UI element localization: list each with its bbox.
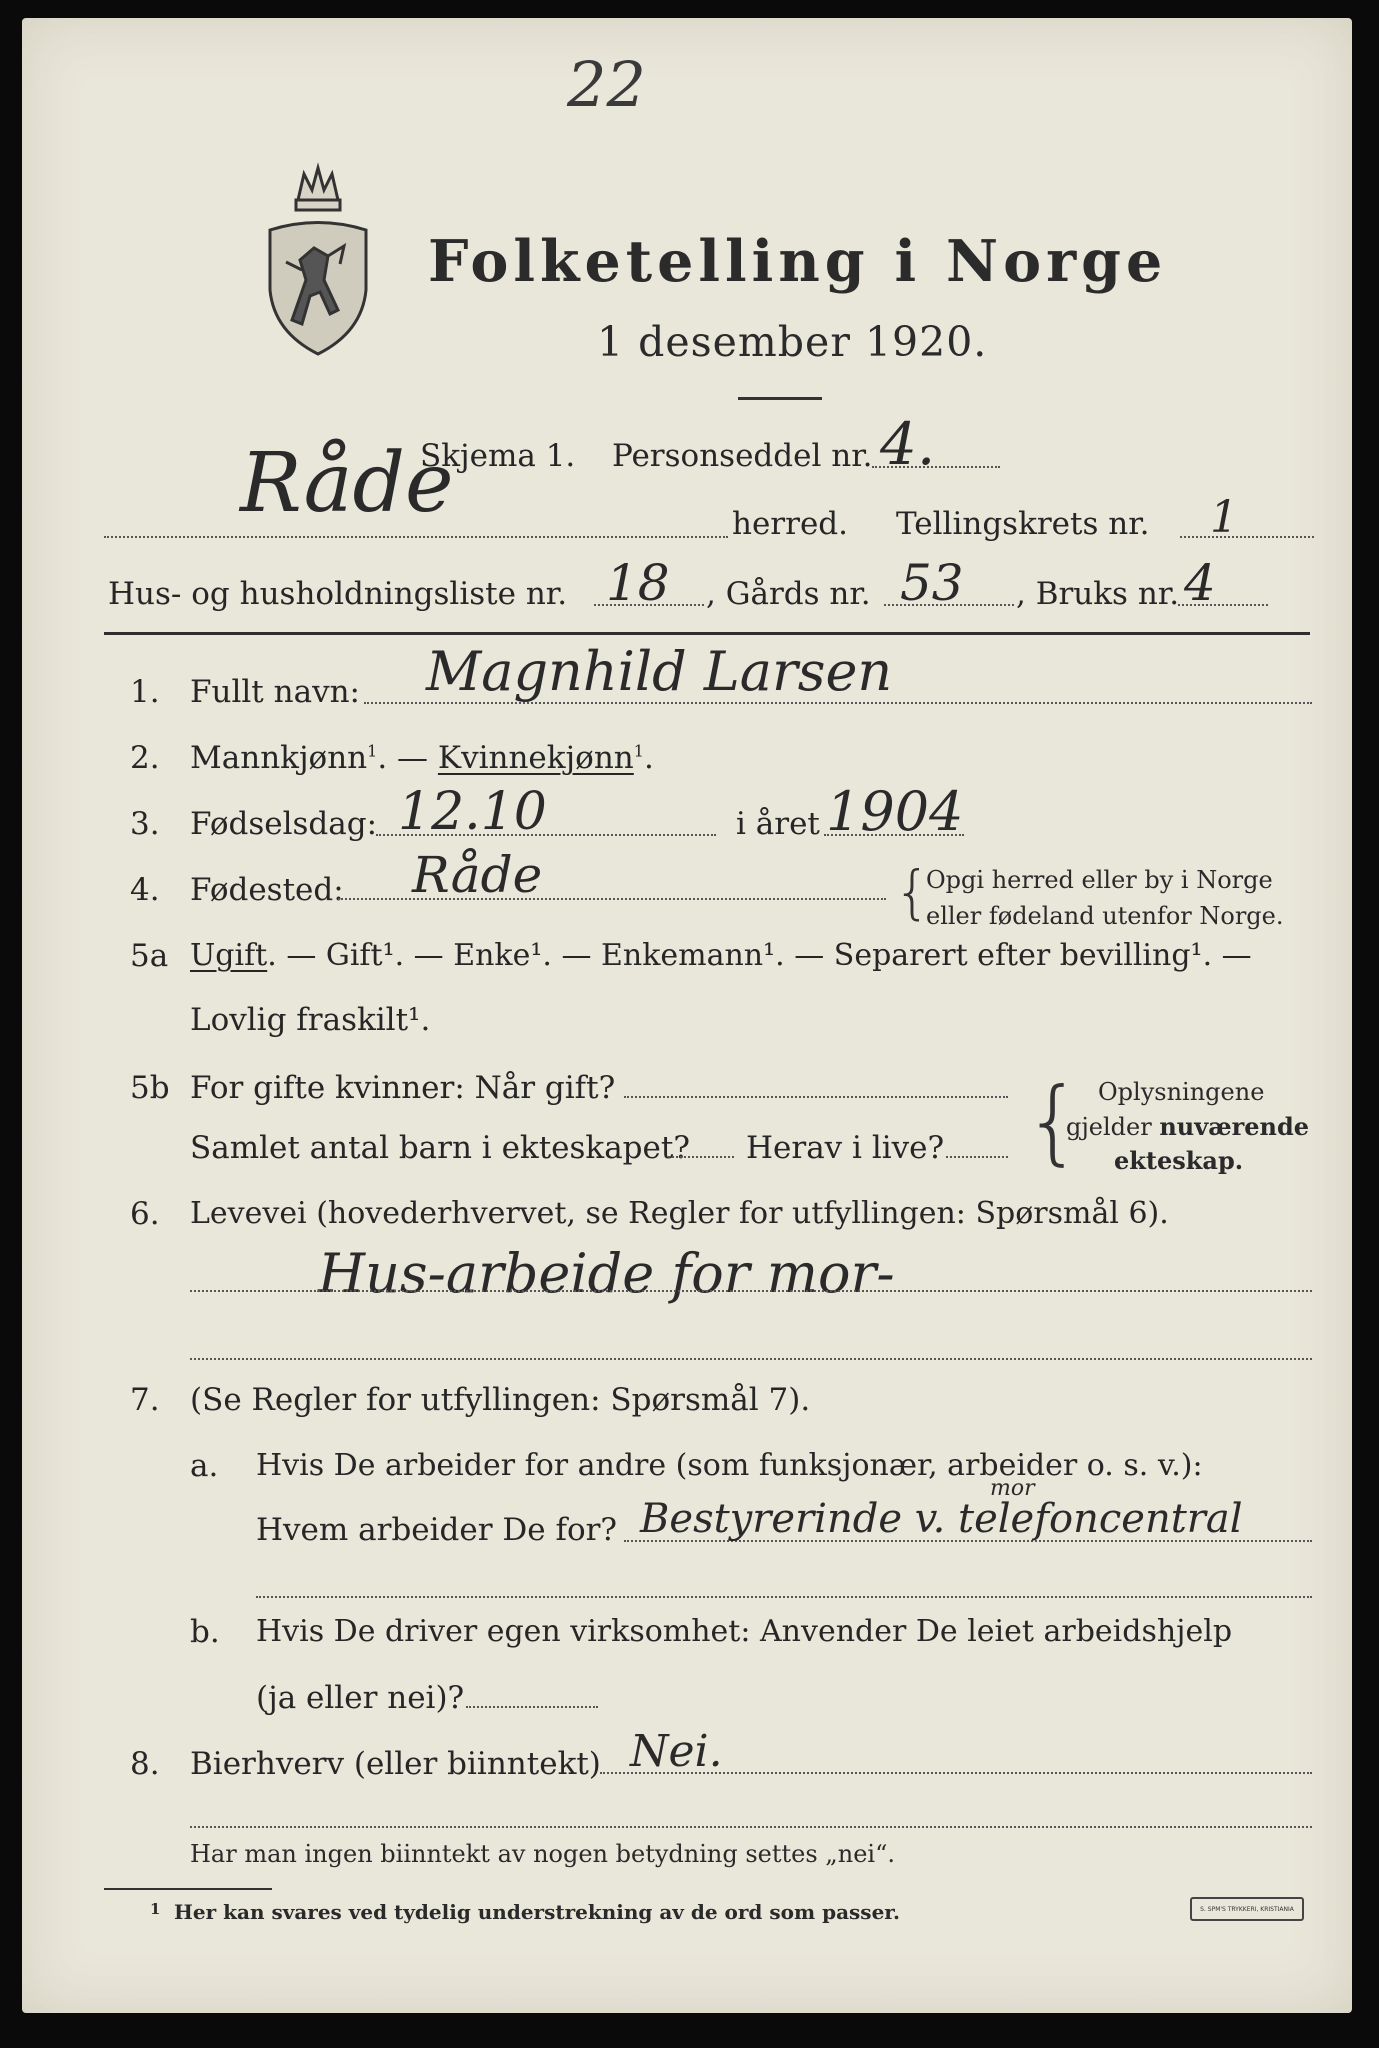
q2-kvinne-underlined: Kvinnekjønn [437, 740, 634, 776]
top-note: 22 [567, 48, 646, 121]
q8-value: Nei. [630, 1726, 723, 1777]
personseddel-label: Personseddel nr. [612, 438, 873, 474]
q2-mann: Mannkjønn [190, 740, 368, 776]
q4-note-1: Opgi herred eller by i Norge [926, 866, 1273, 894]
tellingskrets-line [1180, 536, 1314, 538]
herred-label: herred. [732, 506, 848, 542]
q4-number: 4. [130, 872, 160, 908]
footnote-mark: 1 [150, 1900, 161, 1918]
q4-note-2: eller fødeland utenfor Norge. [926, 902, 1284, 930]
q5b-line2b-dots [946, 1156, 1008, 1158]
q8-number: 8. [130, 1746, 160, 1782]
q3-value: 12.10 [398, 782, 547, 842]
q2-sup-1: 1 [367, 741, 378, 761]
personseddel-value: 4. [880, 410, 936, 478]
q7b-line2-dots [466, 1706, 598, 1708]
q5a-number: 5a [130, 938, 169, 974]
hus-label: Hus- og husholdningsliste nr. [108, 576, 568, 612]
gards-value: 53 [900, 554, 964, 612]
q6-number: 6. [130, 1196, 160, 1232]
q2-end: . [643, 740, 654, 776]
q6-line-1 [190, 1290, 1312, 1292]
q2-sex [190, 740, 654, 776]
q7-label: (Se Regler for utfyllingen: Spørsmål 7). [190, 1382, 811, 1418]
title-divider [738, 397, 822, 400]
q5b-note-2 [1066, 1112, 1309, 1141]
hus-value: 18 [606, 554, 670, 612]
footnote-rule [104, 1888, 272, 1890]
q2-sup-2: 1 [633, 741, 644, 761]
q3-year-value: 1904 [826, 780, 964, 843]
skjema-label: Skjema 1. [420, 438, 576, 474]
q7a-value: Bestyrerinde v. telefoncentral [640, 1496, 1243, 1542]
q6-line-2 [190, 1358, 1312, 1360]
q5b-brace: { [1024, 1068, 1083, 1175]
q7b-line1: Hvis De driver egen virksomhet: Anvender De leiet arbeidshjelp [256, 1614, 1233, 1649]
q2-sep: . — [377, 740, 438, 776]
q5a-options [190, 938, 1252, 973]
q5b-note-3: ekteskap. [1114, 1146, 1244, 1175]
q7a-line1: Hvis De arbeider for andre (som funksjonær, arbeider o. s. v.): [256, 1448, 1203, 1483]
q1-value: Magnhild Larsen [426, 640, 893, 703]
q3-label: Fødselsdag: [190, 806, 378, 842]
q3-number: 3. [130, 806, 160, 842]
q6-label: Levevei (hovederhvervet, se Regler for utfyllingen: Spørsmål 6). [190, 1196, 1169, 1231]
q5b-note-2a: gjelder [1066, 1113, 1160, 1141]
q8-label: Bierhverv (eller biinntekt) [190, 1746, 601, 1782]
herred-value: Råde [240, 436, 454, 531]
q4-brace: { [894, 858, 931, 926]
q4-value: Råde [412, 846, 543, 904]
footnote-text: Her kan svares ved tydelig understrekning av de ord som passer. [174, 1900, 900, 1924]
page-title: Folketelling i Norge [428, 228, 1168, 295]
herred-line [104, 536, 728, 538]
q5b-note-1: Oplysningene [1098, 1078, 1265, 1106]
q5b-line2b: Herav i live? [746, 1130, 945, 1166]
q7a-line2: Hvem arbeider De for? [256, 1512, 618, 1548]
q7-number: 7. [130, 1382, 160, 1418]
q7a-letter: a. [190, 1448, 219, 1484]
q5b-line2a: Samlet antal barn i ekteskapet? [190, 1130, 690, 1166]
q8-line-2 [190, 1826, 1312, 1828]
q5b-note-2b: nuværende [1159, 1112, 1310, 1141]
tellingskrets-value: 1 [1210, 492, 1238, 543]
norwegian-coat-of-arms-icon [262, 160, 374, 358]
page-subtitle: 1 desember 1920. [597, 318, 988, 366]
q5b-line1-dots [624, 1096, 1008, 1098]
q7b-letter: b. [190, 1614, 220, 1650]
q7b-line2: (ja eller nei)? [256, 1680, 465, 1716]
bruks-value: 4 [1184, 554, 1216, 612]
q7a-insert: mor [990, 1476, 1035, 1501]
gards-label: , Gårds nr. [706, 576, 871, 612]
printer-stamp [1190, 1897, 1304, 1921]
q5a-ugift-underlined: Ugift [190, 938, 268, 973]
q6-value: Hus-arbeide for mor- [318, 1242, 895, 1305]
q5b-number: 5b [130, 1070, 170, 1106]
q1-label: Fullt navn: [190, 674, 360, 710]
q3-year-label: i året [736, 806, 820, 842]
q7a-line3-dots [256, 1596, 1312, 1598]
q1-number: 1. [130, 674, 160, 710]
footer-note: Har man ingen biinntekt av nogen betydning settes „nei“. [190, 1840, 895, 1868]
q5b-line1: For gifte kvinner: Når gift? [190, 1070, 616, 1106]
bruks-label: , Bruks nr. [1016, 576, 1180, 612]
q4-label: Fødested: [190, 872, 344, 908]
q5b-line2a-dots [668, 1156, 734, 1158]
q5a-line2: Lovlig fraskilt¹. [190, 1002, 431, 1038]
header-rule [104, 632, 1310, 635]
q5a-rest: . — Gift¹. — Enke¹. — Enkemann¹. — Separert efter bevilling¹. — [267, 938, 1252, 973]
q2-number: 2. [130, 740, 160, 776]
tellingskrets-label: Tellingskrets nr. [896, 506, 1150, 542]
printer-stamp-text: S. SPM'S TRYKKERI, KRISTIANIA [1200, 1905, 1294, 1913]
